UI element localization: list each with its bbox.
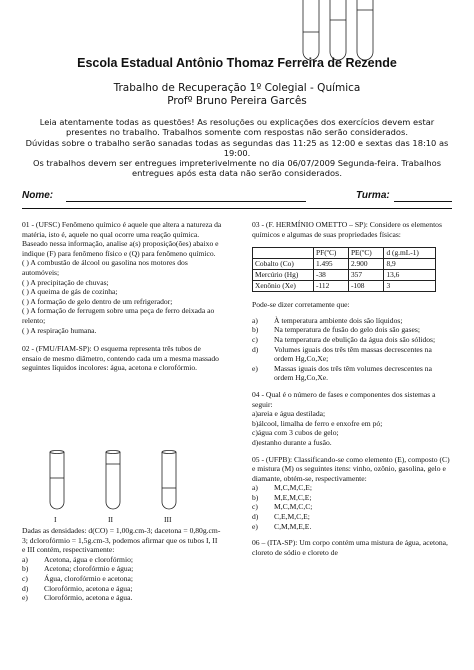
table-cell: 13,6 <box>384 270 436 281</box>
option-key: a) <box>252 315 258 325</box>
q4-stem: 04 - Qual é o número de fases e componentes dos sistemas a seguir: <box>252 389 436 409</box>
option-key: c) <box>252 334 258 344</box>
table-header-cell: PE(ºC) <box>348 248 384 259</box>
option-key: d) <box>252 344 259 354</box>
q5-option: M,C,M,C,E; <box>274 483 312 493</box>
q5-option: C,E,M,C,E; <box>274 512 310 522</box>
option-key: c) <box>252 502 258 512</box>
instruction-paragraph: Dúvidas sobre o trabalho serão sanadas todas as segundas das 11:25 as 12:00 e sextas das 18:10 as 19:00. <box>25 137 449 158</box>
q3-option: Na temperatura de ebulição da água dois são sólidos; <box>274 334 436 344</box>
table-cell: Xenônio (Xe) <box>253 281 314 292</box>
instruction-paragraph: Leia atentamente todas as questões! As resoluções ou explicações dos exercícios devem estar presentes no trabalho. Trabalhos somente com respostas não serão considerados. <box>39 117 435 138</box>
instruction-paragraph: Os trabalhos devem ser entregues impreterivelmente no dia 06/07/2009 Segunda-feira. Trabalhos entregues após esta data não serão considerados. <box>32 158 442 179</box>
table-cell: 1.495 <box>314 259 349 270</box>
right-column <box>252 220 452 557</box>
table-header-cell: PF(ºC) <box>314 248 349 259</box>
q5-option: C,M,M,E,E. <box>274 521 312 531</box>
option-key: b) <box>252 325 259 335</box>
q2-lower <box>22 526 222 603</box>
option-key: d) <box>252 512 259 522</box>
table-cell: Mercúrio (Hg) <box>253 270 314 281</box>
table-cell: Cobalto (Co) <box>253 259 314 270</box>
option-key: a) <box>22 554 28 564</box>
q2-stem: 02 - (FMU/FIAM-SP): O esquema representa três tubos de ensaio de mesmo diâmetro, contendo cada um a mesma massado seguintes líquidos incolores: água, acetona e clorofórmio. <box>22 344 219 373</box>
q4-item: d)estanho durante a fusão. <box>252 437 332 447</box>
table-cell: -108 <box>348 281 384 292</box>
tube-label: III <box>164 515 172 524</box>
table-cell: -38 <box>314 270 349 281</box>
student-info-row <box>22 190 452 201</box>
tube-label: I <box>54 515 57 524</box>
q1-item: ( ) A precipitação de chuvas; <box>22 277 109 287</box>
header-divider <box>22 208 452 209</box>
q3-option: Volumes iguais dos três têm massas decrescentes na ordem Hg,Co,Xe; <box>274 344 432 364</box>
properties-table <box>252 247 436 292</box>
table-header-cell <box>253 248 314 259</box>
q2-option: Acetona, água e clorofórmio; <box>44 554 133 564</box>
teacher-name: Profº Bruno Pereira Garcês <box>167 95 307 107</box>
q2-test-tubes-figure <box>40 450 190 514</box>
q2-option: Clorofórmio, acetona e água; <box>44 583 133 593</box>
nome-field[interactable] <box>66 201 306 202</box>
q2-option: Clorofórmio, acetona e água. <box>44 593 133 603</box>
q2-option: Água, clorofórmio e acetona; <box>44 573 133 583</box>
tube-label: II <box>108 515 114 524</box>
assignment-title: Trabalho de Recuperação 1º Colegial - Química <box>113 82 361 94</box>
q5-stem: 05 - (UFPB): Classificando-se como elemento (E), composto (C) e mistura (M) os seguintes itens: vinho, ozônio, gasolina, gelo e diamante, obtém-se, respectivamente: <box>252 454 450 483</box>
table-row <box>253 259 436 270</box>
option-key: b) <box>252 492 259 502</box>
option-key: e) <box>252 363 258 373</box>
nome-label: Nome: <box>22 190 54 201</box>
q1-stem: 01 - (UFSC) Fenômeno químico é aquele que altera a natureza da matéria, isto é, aquele no qual ocorre uma reação química. Baseado nessa informação, analise a(s) proposição(ões) abaixo e indique (F) para fenômeno físico e (Q) para fenômeno químico. <box>22 220 222 258</box>
table-cell: 8,9 <box>384 259 436 270</box>
left-column <box>22 220 222 373</box>
q4-item: b)álcool, limalha de ferro e enxofre em pó; <box>252 418 383 428</box>
school-name: Escola Estadual Antônio Thomaz Ferreira de Rezende <box>77 56 397 70</box>
q1-item: ( ) A respiração humana. <box>22 325 97 335</box>
q6-stem: 06 – (ITA-SP): Um corpo contém uma mistura de água, acetona, cloreto de sódio e cloreto de <box>252 538 448 557</box>
q5-option: M,E,M,C,E; <box>274 492 312 502</box>
q3-option: Massas iguais dos três têm volumes decrescentes na ordem Hg,Co,Xe. <box>274 363 432 383</box>
q1-item: ( ) A queima de gás de cozinha; <box>22 287 118 297</box>
q2-densities: Dadas as densidades: d(CO) = 1,00g.cm-3; dacetona = 0,80g.cm-3; dclorofórmio = 1,5g.cm-3, podemos afirmar que os tubos I, II e III contém, respectivamente: <box>22 526 221 555</box>
q4-item: c)água com 3 cubos de gelo; <box>252 428 339 438</box>
table-header-cell: d (g.mL-1) <box>384 248 436 259</box>
option-key: e) <box>252 521 258 531</box>
table-cell: -112 <box>314 281 349 292</box>
q4-item: a)areia e água destilada; <box>252 409 326 419</box>
table-cell: 357 <box>348 270 384 281</box>
table-cell: 3 <box>384 281 436 292</box>
option-key: a) <box>252 483 258 493</box>
q1-item: ( ) A combustão de álcool ou gasolina nos motores dos automóveis; <box>22 258 188 277</box>
q3-option: Na temperatura de fusão do gelo dois são gases; <box>274 325 420 335</box>
option-key: d) <box>22 583 29 593</box>
q5-option: M,C,M,C,C; <box>274 502 313 512</box>
option-key: b) <box>22 564 29 574</box>
option-key: c) <box>22 573 28 583</box>
table-row <box>253 270 436 281</box>
table-cell: 2.900 <box>348 259 384 270</box>
option-key: e) <box>22 593 28 603</box>
table-header-row <box>253 248 436 259</box>
q1-item: ( ) A formação de ferrugem sobre uma peça de ferro deixada ao relento; <box>22 306 215 325</box>
q2-option: Acetona; clorofórmio e água; <box>44 564 134 574</box>
turma-field[interactable] <box>394 201 452 202</box>
q3-stem: 03 - (F. HERMÍNIO OMETTO – SP): Considere os elementos químicos e algumas de suas propriedades físicas: <box>252 220 442 239</box>
q3-prompt: Pode-se dizer corretamente que: <box>252 300 350 310</box>
q3-option: À temperatura ambiente dois são líquidos; <box>274 315 403 325</box>
turma-label: Turma: <box>356 190 390 201</box>
table-row <box>253 281 436 292</box>
instructions <box>22 117 452 179</box>
q1-item: ( ) A formação de gelo dentro de um refrigerador; <box>22 296 173 306</box>
